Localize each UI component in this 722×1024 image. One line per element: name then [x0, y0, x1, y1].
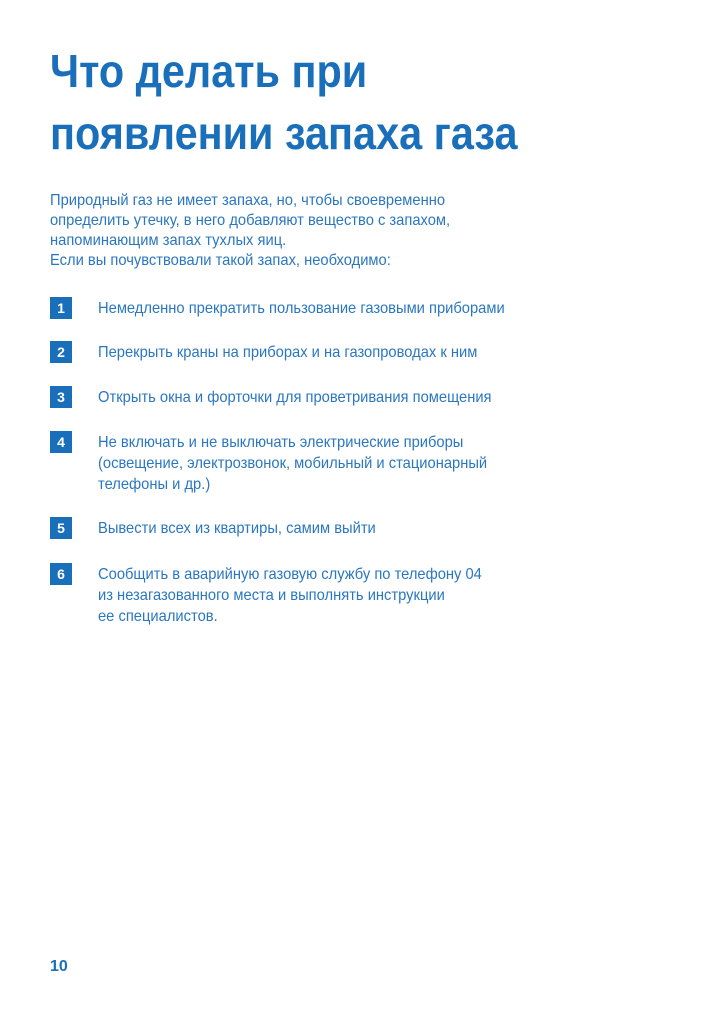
step-number-badge: 4: [50, 431, 72, 453]
intro-line-2: определить утечку, в него добавляют вещество с запахом,: [50, 212, 451, 229]
step-text-line: Открыть окна и форточки для проветривания помещения: [98, 389, 492, 406]
step-text: [98, 432, 613, 495]
page-title: [50, 40, 608, 164]
step-text-line: из незагазованного места и выполнять инструкции: [98, 587, 445, 604]
step-text: [98, 518, 613, 539]
step-text-line: Перекрыть краны на приборах и на газопроводах к ним: [98, 344, 478, 361]
step-text: [98, 298, 613, 319]
page-number: 10: [50, 958, 68, 975]
step-number-badge: 2: [50, 341, 72, 363]
title-line-1: Что делать при: [50, 45, 368, 97]
step-text: [98, 564, 613, 627]
step-number-badge: 6: [50, 563, 72, 585]
step-text: [98, 342, 613, 363]
intro-line-3: напоминающим запах тухлых яиц.: [50, 232, 287, 249]
step-text-line: Не включать и не выключать электрические приборы: [98, 434, 464, 451]
step-text-line: Вывести всех из квартиры, самим выйти: [98, 520, 376, 537]
intro-paragraph: [50, 191, 528, 271]
title-line-2: появлении запаха газа: [50, 107, 518, 159]
step-text-line: Немедленно прекратить пользование газовыми приборами: [98, 300, 505, 317]
intro-line-1: Природный газ не имеет запаха, но, чтобы своевременно: [50, 192, 446, 209]
step-number-badge: 3: [50, 386, 72, 408]
step-number-badge: 5: [50, 517, 72, 539]
step-text-line: телефоны и др.): [98, 476, 211, 493]
step-text-line: (освещение, электрозвонок, мобильный и стационарный: [98, 455, 488, 472]
step-text-line: Сообщить в аварийную газовую службу по телефону 04: [98, 566, 482, 583]
step-text: [98, 387, 613, 408]
step-text-line: ее специалистов.: [98, 608, 218, 625]
step-number-badge: 1: [50, 297, 72, 319]
intro-line-4: Если вы почувствовали такой запах, необходимо:: [50, 252, 391, 269]
